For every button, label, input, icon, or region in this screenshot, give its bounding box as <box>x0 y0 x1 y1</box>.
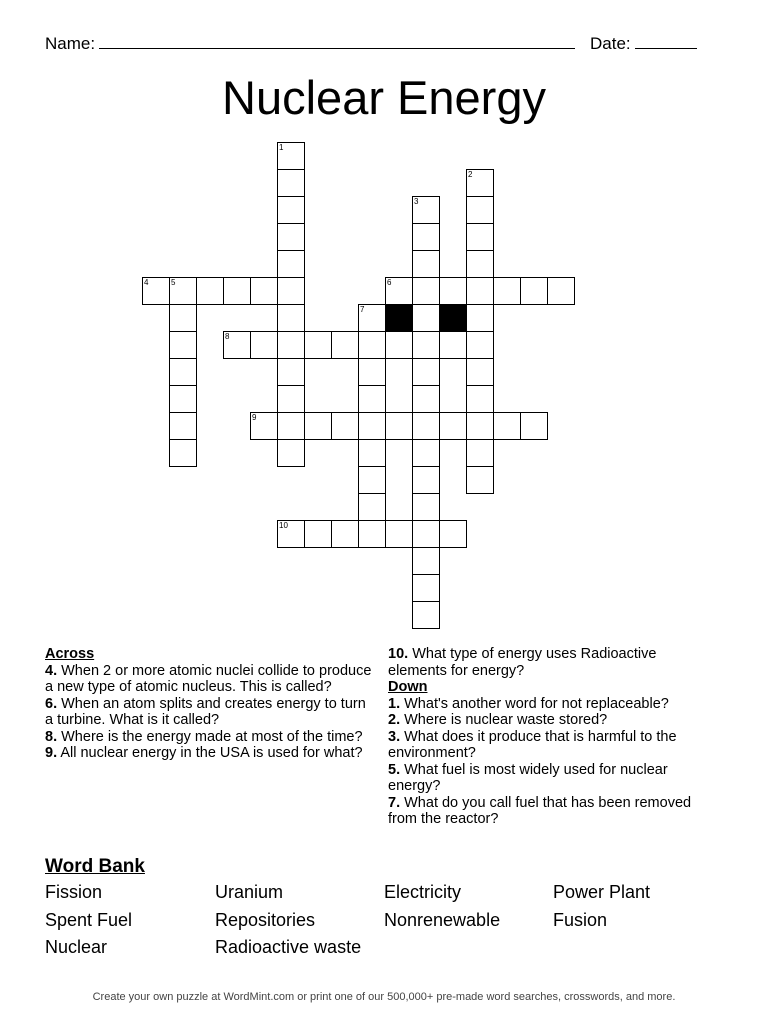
crossword-cell[interactable] <box>412 601 440 629</box>
crossword-cell[interactable] <box>169 277 197 305</box>
clue-number: 5 <box>171 278 176 287</box>
clue-number: 2 <box>468 170 473 179</box>
crossword-cell[interactable] <box>412 385 440 413</box>
down-heading: Down <box>388 679 428 695</box>
crossword-cell[interactable] <box>466 331 494 359</box>
clues-right-column <box>388 646 708 828</box>
crossword-cell[interactable] <box>412 277 440 305</box>
crossword-cell[interactable] <box>439 277 467 305</box>
crossword-cell[interactable] <box>412 196 440 224</box>
crossword-cell[interactable] <box>277 277 305 305</box>
crossword-cell[interactable] <box>331 331 359 359</box>
clue-number: 9 <box>252 413 257 422</box>
crossword-cell[interactable] <box>250 331 278 359</box>
crossword-cell[interactable] <box>466 466 494 494</box>
crossword-cell[interactable] <box>223 331 251 359</box>
crossword-cell[interactable] <box>277 412 305 440</box>
crossword-cell[interactable] <box>466 169 494 197</box>
crossword-cell[interactable] <box>169 358 197 386</box>
down-clue-5: 5. What fuel is most widely used for nuclear energy? <box>388 761 668 794</box>
clues-left-column <box>45 646 375 762</box>
word-bank-word: Power Plant <box>553 882 651 902</box>
crossword-cell[interactable] <box>412 331 440 359</box>
crossword-cell[interactable] <box>385 331 413 359</box>
across-clue-8: 8. Where is the energy made at most of the time? <box>45 728 363 745</box>
crossword-cell[interactable] <box>277 304 305 332</box>
crossword-cell[interactable] <box>169 304 197 332</box>
clue-number: 4 <box>144 278 149 287</box>
crossword-black-cell <box>439 304 467 332</box>
word-bank-word: Uranium <box>215 882 284 902</box>
crossword-cell[interactable] <box>412 358 440 386</box>
crossword-cell[interactable] <box>277 223 305 251</box>
word-bank-word: Fusion <box>553 910 608 930</box>
across-heading: Across <box>45 646 95 662</box>
crossword-cell[interactable] <box>466 358 494 386</box>
crossword-cell[interactable] <box>547 277 575 305</box>
crossword-cell[interactable] <box>142 277 170 305</box>
crossword-cell[interactable] <box>358 493 386 521</box>
crossword-cell[interactable] <box>277 196 305 224</box>
name-label: Name: <box>45 34 96 53</box>
crossword-cell[interactable] <box>358 412 386 440</box>
crossword-cell[interactable] <box>466 412 494 440</box>
crossword-cell[interactable] <box>466 196 494 224</box>
crossword-cell[interactable] <box>412 250 440 278</box>
crossword-cell[interactable] <box>358 466 386 494</box>
crossword-cell[interactable] <box>466 385 494 413</box>
crossword-cell[interactable] <box>304 412 332 440</box>
crossword-cell[interactable] <box>277 439 305 467</box>
crossword-cell[interactable] <box>385 412 413 440</box>
crossword-cell[interactable] <box>304 331 332 359</box>
crossword-cell[interactable] <box>358 331 386 359</box>
crossword-cell[interactable] <box>412 439 440 467</box>
crossword-cell[interactable] <box>358 385 386 413</box>
crossword-cell[interactable] <box>277 358 305 386</box>
crossword-cell[interactable] <box>250 277 278 305</box>
page-title: Nuclear Energy <box>222 71 546 124</box>
crossword-cell[interactable] <box>169 331 197 359</box>
word-bank-title: Word Bank <box>45 856 145 877</box>
crossword-cell[interactable] <box>412 304 440 332</box>
crossword-cell[interactable] <box>466 250 494 278</box>
crossword-cell[interactable] <box>169 385 197 413</box>
word-bank-word: Fission <box>45 882 103 902</box>
crossword-cell[interactable] <box>250 412 278 440</box>
crossword-cell[interactable] <box>169 439 197 467</box>
down-clue-2: 2. Where is nuclear waste stored? <box>388 712 608 728</box>
word-bank-word: Nonrenewable <box>384 910 501 930</box>
clue-number: 10 <box>279 521 288 530</box>
clue-number: 8 <box>225 332 230 341</box>
crossword-cell[interactable] <box>331 412 359 440</box>
down-clue-7: 7. What do you call fuel that has been removed from the reactor? <box>388 794 692 827</box>
word-bank-word: Spent Fuel <box>45 910 133 930</box>
word-bank-word: Repositories <box>215 910 316 930</box>
down-clue-1: 1. What's another word for not replaceable? <box>388 695 669 712</box>
crossword-cell[interactable] <box>412 520 440 548</box>
crossword-cell[interactable] <box>439 331 467 359</box>
crossword-cell[interactable] <box>439 520 467 548</box>
crossword-cell[interactable] <box>331 520 359 548</box>
clue-number: 1 <box>279 143 284 152</box>
crossword-cell[interactable] <box>466 223 494 251</box>
across-clue-10: 10. What type of energy uses Radioactive elements for energy? <box>388 646 657 679</box>
crossword-cell[interactable] <box>466 277 494 305</box>
crossword-cell[interactable] <box>277 385 305 413</box>
crossword-cell[interactable] <box>277 169 305 197</box>
crossword-cell[interactable] <box>412 466 440 494</box>
crossword-cell[interactable] <box>277 331 305 359</box>
crossword-cell[interactable] <box>466 439 494 467</box>
crossword-cell[interactable] <box>358 439 386 467</box>
crossword-cell[interactable] <box>466 304 494 332</box>
crossword-cell[interactable] <box>358 358 386 386</box>
crossword-cell[interactable] <box>412 223 440 251</box>
across-clue-4: 4. When 2 or more atomic nuclei collide to produce a new type of atomic nucleus. This is called? <box>45 662 372 695</box>
clue-number: 6 <box>387 278 392 287</box>
crossword-cell[interactable] <box>169 412 197 440</box>
crossword-cell[interactable] <box>277 250 305 278</box>
word-bank-word: Nuclear <box>45 937 108 957</box>
crossword-cell[interactable] <box>412 547 440 575</box>
crossword-cell[interactable] <box>223 277 251 305</box>
across-clue-9: 9. All nuclear energy in the USA is used for what? <box>45 745 363 761</box>
date-label: Date: <box>590 34 631 53</box>
crossword-cell[interactable] <box>520 412 548 440</box>
crossword-cell[interactable] <box>412 493 440 521</box>
word-bank-word: Radioactive waste <box>215 937 362 957</box>
crossword-cell[interactable] <box>385 520 413 548</box>
crossword-cell[interactable] <box>412 412 440 440</box>
crossword-cell[interactable] <box>493 277 521 305</box>
crossword-cell[interactable] <box>412 574 440 602</box>
clue-number: 3 <box>414 197 419 206</box>
crossword-cell[interactable] <box>439 412 467 440</box>
footer-text: Create your own puzzle at WordMint.com or print one of our 500,000+ pre-made word searches, crosswords, and more. <box>92 991 676 1003</box>
crossword-cell[interactable] <box>385 277 413 305</box>
crossword-cell[interactable] <box>304 520 332 548</box>
crossword-cell[interactable] <box>358 304 386 332</box>
crossword-cell[interactable] <box>520 277 548 305</box>
crossword-cell[interactable] <box>358 520 386 548</box>
clue-number: 7 <box>360 305 365 314</box>
crossword-cell[interactable] <box>277 142 305 170</box>
across-clue-6: 6. When an atom splits and creates energy to turn a turbine. What is it called? <box>45 695 366 728</box>
crossword-cell[interactable] <box>196 277 224 305</box>
word-bank-word: Electricity <box>384 882 462 902</box>
crossword-cell[interactable] <box>493 412 521 440</box>
crossword-cell[interactable] <box>277 520 305 548</box>
down-clue-3: 3. What does it produce that is harmful to the environment? <box>388 728 677 761</box>
crossword-black-cell <box>385 304 413 332</box>
